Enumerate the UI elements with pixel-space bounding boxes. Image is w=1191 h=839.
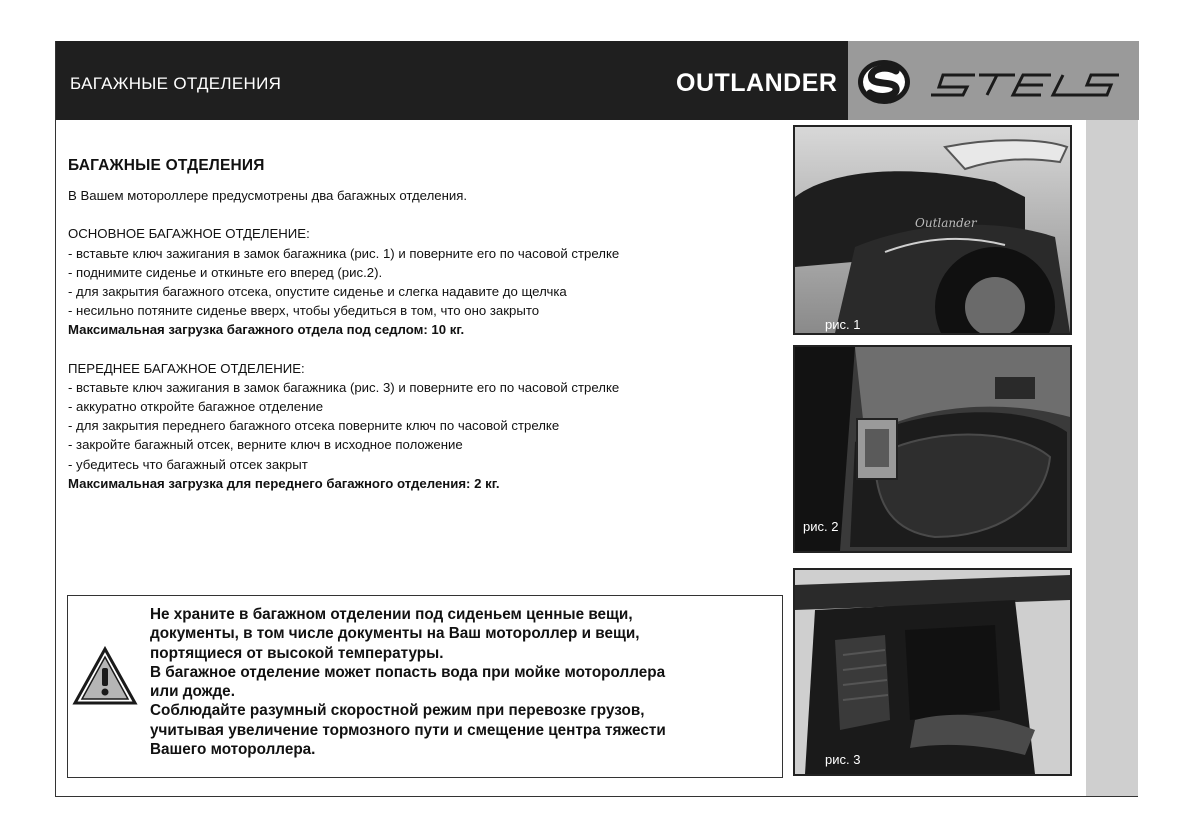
- front-step: - убедитесь что багажный отсек закрыт: [68, 456, 308, 472]
- manual-page: [55, 41, 1138, 797]
- figure-3-caption: рис. 3: [825, 752, 861, 767]
- main-step: - вставьте ключ зажигания в замок багажника (рис. 1) и поверните его по часовой стрелке: [68, 245, 620, 261]
- warning-line: документы, в том числе документы на Ваш мотороллер и вещи,: [150, 625, 640, 643]
- warning-line: учитывая увеличение тормозного пути и смещение центра тяжести: [150, 721, 666, 739]
- warning-line: Не храните в багажном отделении под сиденьем ценные вещи,: [150, 606, 633, 623]
- figure-1-caption: рис. 1: [825, 317, 861, 332]
- front-step: - для закрытия переднего багажного отсека поверните ключ по часовой стрелке: [68, 418, 560, 434]
- model-name: OUTLANDER: [676, 69, 838, 97]
- page-header: [56, 41, 848, 120]
- stels-s-logo-icon: [856, 57, 912, 107]
- intro-text: В Вашем мотороллере предусмотрены два багажных отделения.: [68, 188, 468, 204]
- front-step: - закройте багажный отсек, верните ключ в исходное положение: [68, 437, 463, 453]
- front-compartment-title: ПЕРЕДНЕЕ БАГАЖНОЕ ОТДЕЛЕНИЕ:: [68, 360, 305, 376]
- stels-wordmark-logo: [923, 69, 1123, 99]
- main-compartment-title: ОСНОВНОЕ БАГАЖНОЕ ОТДЕЛЕНИЕ:: [68, 226, 310, 242]
- figure-2-caption: рис. 2: [803, 519, 839, 534]
- front-step: - вставьте ключ зажигания в замок багажника (рис. 3) и поверните его по часовой стрелке: [68, 379, 620, 395]
- figure-1-photo: [793, 125, 1072, 335]
- instructions-text: [68, 156, 768, 493]
- main-step: - для закрытия багажного отсека, опустите сиденье и слегка надавите до щелчка: [68, 284, 567, 300]
- warning-line: В багажное отделение может попасть вода при мойке мотороллера: [150, 663, 666, 681]
- main-max-load: Максимальная загрузка багажного отдела под седлом: 10 кг.: [68, 322, 465, 338]
- content-heading: БАГАЖНЫЕ ОТДЕЛЕНИЯ: [68, 157, 265, 174]
- main-step: - несильно потяните сиденье вверх, чтобы убедиться в том, что оно закрыто: [68, 303, 540, 319]
- warning-line: Вашего мотороллера.: [150, 741, 316, 759]
- scooter-seat-image: [795, 127, 1070, 333]
- brand-logo: [848, 41, 1139, 120]
- side-band: [1086, 120, 1138, 796]
- figure-3-photo: [793, 568, 1072, 776]
- figure-2-photo: [793, 345, 1072, 553]
- svg-text:Outlander: Outlander: [915, 216, 977, 230]
- front-max-load: Максимальная загрузка для переднего багажного отделения: 2 кг.: [68, 475, 500, 491]
- warning-line: Соблюдайте разумный скоростной режим при перевозке грузов,: [150, 702, 645, 720]
- main-step: - поднимите сиденье и откиньте его вперед (рис.2).: [68, 264, 383, 280]
- warning-triangle-icon: [72, 646, 138, 706]
- warning-line: или дожде.: [150, 683, 235, 701]
- warning-text: [150, 605, 780, 759]
- front-step: - аккуратно откройте багажное отделение: [68, 399, 324, 415]
- front-compartment-image: [795, 570, 1070, 774]
- section-title: БАГАЖНЫЕ ОТДЕЛЕНИЯ: [70, 74, 282, 93]
- warning-box: [67, 595, 783, 778]
- warning-line: портящиеся от высокой температуры.: [150, 644, 444, 662]
